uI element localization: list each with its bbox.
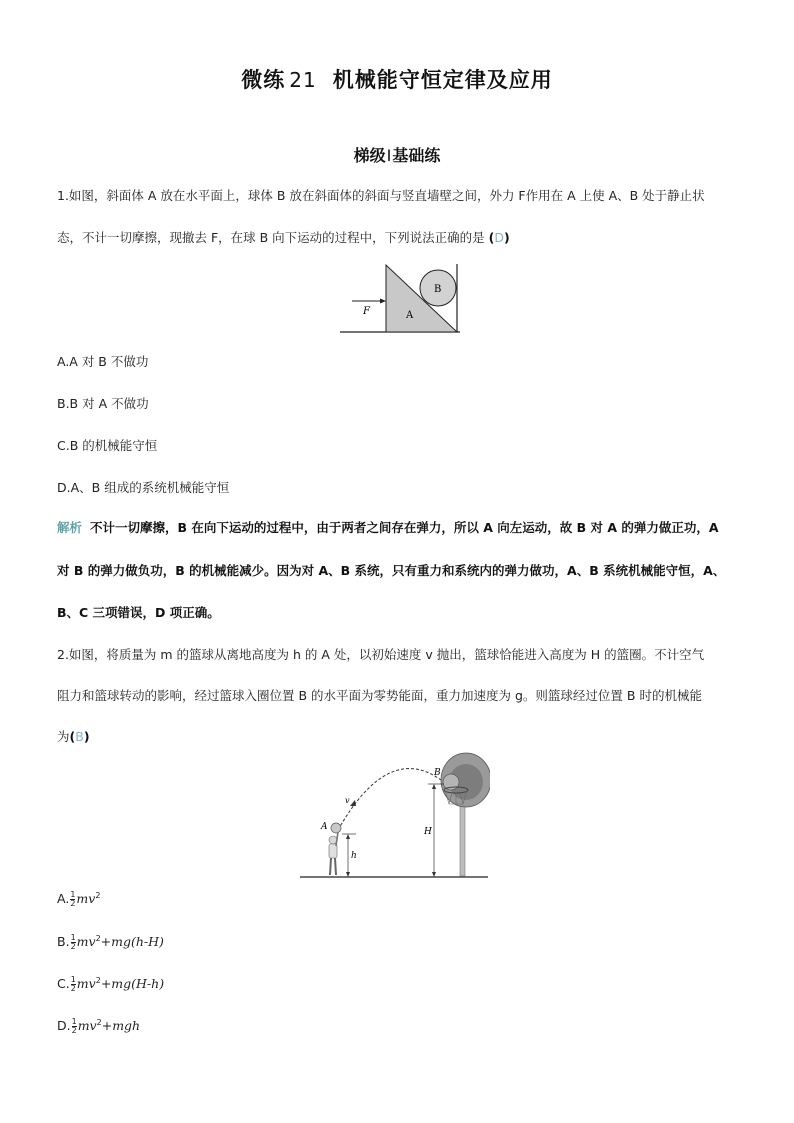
- q1-option-b: B.B 对 A 不做功: [57, 396, 149, 411]
- q2-option-d-sup: 2: [96, 1018, 102, 1027]
- q2-stem-line3-text: 为: [57, 729, 70, 744]
- q1-figure: [336, 262, 462, 334]
- fraction: [71, 976, 76, 993]
- q2-dim-h-arrow-bottom: [346, 872, 350, 877]
- q2-option-b-letter: B.: [57, 934, 70, 950]
- fraction-numerator: 1: [71, 1017, 77, 1027]
- q1-analysis-text1: 不计一切摩擦，B 在向下运动的过程中，由于两者之间存在弹力，所以 A 向左运动，故 B 对 A 的弹力做正功，A: [90, 520, 719, 535]
- title-number: 21: [289, 68, 317, 92]
- q2-paren-open: (: [69, 729, 76, 744]
- q2-option-d-letter: D.: [57, 1018, 71, 1034]
- q2-paren-close: ): [83, 729, 90, 744]
- q2-dim-H-arrow-bottom: [432, 872, 436, 877]
- q1-answer: D: [494, 230, 505, 245]
- q1-analysis-line1: [57, 518, 719, 536]
- q2-option-b-sup: 2: [95, 934, 101, 943]
- fraction: [72, 1018, 77, 1035]
- q2-player-body: [329, 844, 337, 858]
- title-text: 机械能守恒定律及应用: [332, 68, 553, 92]
- q2-option-d-tail: +mgh: [101, 1018, 141, 1034]
- section-left: 梯级: [353, 146, 386, 165]
- q1-label-B: B: [434, 284, 442, 295]
- q2-option-c-expr: mv: [76, 976, 96, 992]
- q2-option-d: [57, 1018, 140, 1035]
- q1-option-a: A.A 对 B 不做功: [57, 354, 149, 369]
- q2-option-c-tail: +mg(H-h): [100, 976, 165, 992]
- fraction-denominator: 2: [70, 942, 76, 952]
- q2-stem-line3: [57, 727, 90, 745]
- fraction-numerator: 1: [70, 933, 76, 943]
- section-header: [0, 143, 794, 166]
- q2-option-c-letter: C.: [57, 976, 70, 992]
- q2-dim-H-arrow-top: [432, 784, 436, 789]
- q1-force-arrowhead: [380, 299, 386, 304]
- section-separator: Ⅰ: [386, 146, 392, 165]
- q1-label-A: A: [406, 310, 414, 321]
- q2-player-legs: [330, 858, 336, 875]
- q2-option-b: [57, 934, 164, 951]
- q2-option-b-tail: +mg(h-H): [100, 934, 164, 950]
- q2-stem-line1: 2.如图，将质量为 m 的篮球从离地高度为 h 的 A 处，以初始速度 v 抛出，篮球恰能进入高度为 H 的篮圈。不计空气: [57, 647, 705, 662]
- q1-stem-line2: [57, 228, 510, 246]
- fraction: [70, 891, 75, 908]
- q2-label-A: A: [321, 822, 328, 832]
- q1-stem-line1: 1.如图，斜面体 A 放在水平面上，球体 B 放在斜面体的斜面与竖直墙壁之间，外力 F作用在 A 上使 A、B 处于静止状: [57, 188, 705, 203]
- fraction-numerator: 1: [70, 890, 76, 900]
- q2-option-c-sup: 2: [95, 976, 101, 985]
- q2-player-arm: [336, 832, 338, 846]
- q2-velocity-arrowhead: [350, 800, 356, 806]
- q1-label-F: F: [363, 306, 370, 317]
- section-right: 基础练: [392, 146, 441, 165]
- q2-label-v: v: [345, 796, 350, 805]
- title-prefix: 微练: [241, 68, 286, 92]
- fraction-denominator: 2: [70, 984, 76, 994]
- q1-option-d: D.A、B 组成的系统机械能守恒: [57, 480, 230, 495]
- fraction-numerator: 1: [70, 975, 76, 985]
- q2-trajectory: [338, 769, 441, 830]
- q2-option-a-expr: mv: [76, 891, 96, 907]
- q2-label-H: H: [424, 827, 432, 837]
- q2-option-a-letter: A.: [57, 891, 70, 907]
- q2-stem-line2: 阻力和篮球转动的影响，经过篮球入圈位置 B 的水平面为零势能面，重力加速度为 g。则篮球经过位置 B 时的机械能: [57, 688, 702, 703]
- fraction-denominator: 2: [71, 1026, 77, 1036]
- q2-option-c: [57, 976, 164, 993]
- q2-dim-h-arrow-top: [346, 834, 350, 839]
- fraction: [71, 934, 76, 951]
- q1-stem-line2-text: 态，不计一切摩擦，现撤去 F，在球 B 向下运动的过程中，下列说法正确的是: [57, 230, 485, 245]
- q1-analysis-line3: B、C 三项错误，D 项正确。: [57, 605, 220, 620]
- q2-option-a-sup: 2: [95, 891, 101, 900]
- analysis-label: 解析: [57, 520, 83, 535]
- q1-option-c: C.B 的机械能守恒: [57, 438, 158, 453]
- fraction-denominator: 2: [70, 899, 76, 909]
- q2-figure: [298, 752, 490, 880]
- page-title: [0, 64, 794, 94]
- q2-option-d-expr: mv: [77, 1018, 97, 1034]
- q2-ball-A: [331, 823, 341, 833]
- q2-answer: B: [75, 729, 84, 744]
- q1-analysis-line2: 对 B 的弹力做负功，B 的机械能减少。因为对 A、B 系统，只有重力和系统内的弹力做功，A、B 系统机械能守恒，A、: [57, 563, 726, 578]
- q2-label-h: h: [351, 851, 357, 861]
- q2-label-B: B: [434, 768, 441, 778]
- q1-paren-close: ): [504, 230, 510, 245]
- q1-paren-open: (: [488, 230, 495, 245]
- q2-option-b-expr: mv: [76, 934, 96, 950]
- q2-option-a: [57, 891, 100, 908]
